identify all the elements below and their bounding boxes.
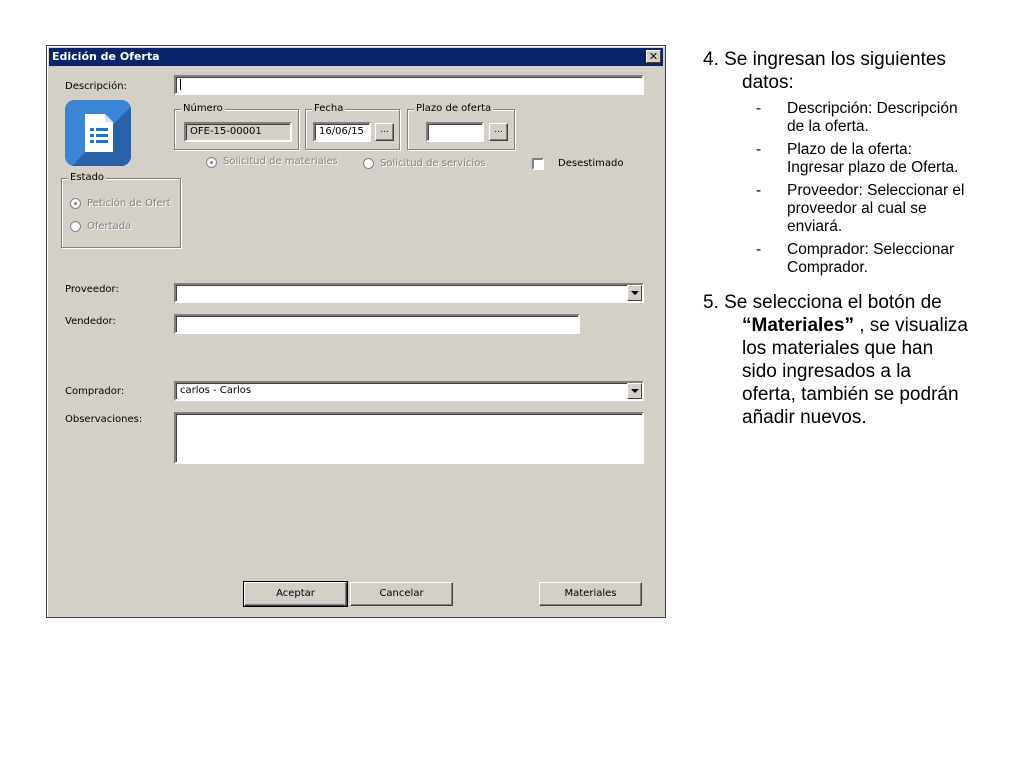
bullet-plazo: - Plazo de la oferta: Ingresar plazo de Oferta. xyxy=(756,141,959,176)
proveedor-select[interactable] xyxy=(174,283,644,303)
step-4-title-cont: datos: xyxy=(742,72,794,93)
plazo-input[interactable] xyxy=(426,122,484,142)
descripcion-input[interactable] xyxy=(174,75,644,95)
comprador-select[interactable]: carlos - Carlos xyxy=(174,381,644,401)
plazo-group xyxy=(407,103,515,150)
estado-ofertada-label: Ofertada xyxy=(87,221,132,232)
step-4-title: 4. Se ingresan los siguientes xyxy=(703,49,946,70)
step-5-line: sido ingresados a la xyxy=(742,361,911,382)
fecha-group xyxy=(305,103,400,150)
estado-group xyxy=(61,172,181,248)
plazo-legend: Plazo de oferta xyxy=(416,103,492,114)
observaciones-label: Observaciones: xyxy=(65,414,143,425)
proveedor-dropdown-arrow-icon[interactable] xyxy=(627,285,642,301)
materiales-button[interactable]: Materiales xyxy=(539,582,642,606)
title-bar[interactable] xyxy=(49,48,663,66)
numero-group xyxy=(174,103,299,150)
plazo-picker-button[interactable]: ... xyxy=(489,123,508,141)
instructions-panel xyxy=(703,48,1019,429)
step-4-bullets xyxy=(703,100,1019,277)
solicitud-materiales-radio[interactable] xyxy=(206,157,217,168)
edicion-oferta-dialog xyxy=(46,45,666,618)
descripcion-label: Descripción: xyxy=(65,81,127,92)
text-caret xyxy=(180,79,181,90)
document-glyph xyxy=(65,100,131,166)
desestimado-checkbox[interactable] xyxy=(532,158,544,170)
aceptar-button[interactable]: Aceptar xyxy=(244,582,347,606)
step-5-line: añadir nuevos. xyxy=(742,407,867,428)
step-5-first-line: 5. Se selecciona el botón de xyxy=(703,292,942,313)
numero-legend: Número xyxy=(183,103,223,114)
step-5-second-line: “Materiales” , se visualiza xyxy=(742,315,968,336)
numero-field: OFE-15-00001 xyxy=(184,122,292,142)
step-5 xyxy=(703,291,1019,429)
step-5-line: oferta, también se podrán xyxy=(742,384,959,405)
desestimado-label: Desestimado xyxy=(558,158,624,169)
materiales-emphasis: “Materiales” xyxy=(742,315,854,336)
estado-legend: Estado xyxy=(70,172,105,183)
step-4 xyxy=(703,48,1019,94)
bullet-proveedor: - Proveedor: Seleccionar el proveedor al cual se enviará. xyxy=(756,182,965,235)
solicitud-servicios-radio[interactable] xyxy=(363,158,374,169)
observaciones-textarea[interactable] xyxy=(174,412,644,464)
comprador-dropdown-arrow-icon[interactable] xyxy=(627,383,642,399)
step-5-line: los materiales que han xyxy=(742,338,934,359)
bullet-comprador: - Comprador: Seleccionar Comprador. xyxy=(756,241,955,276)
document-icon xyxy=(65,100,131,166)
solicitud-servicios-label: Solicitud de servicios xyxy=(380,158,486,169)
vendedor-label: Vendedor: xyxy=(65,316,116,327)
fecha-picker-button[interactable]: ... xyxy=(375,123,394,141)
vendedor-input[interactable] xyxy=(174,314,580,334)
proveedor-label: Proveedor: xyxy=(65,284,119,295)
cancelar-button[interactable]: Cancelar xyxy=(350,582,453,606)
estado-peticion-radio[interactable] xyxy=(70,198,81,209)
window-title: Edición de Oferta xyxy=(52,50,160,63)
comprador-label: Comprador: xyxy=(65,386,125,397)
fecha-input[interactable]: 16/06/15 xyxy=(313,122,371,142)
estado-ofertada-radio[interactable] xyxy=(70,221,81,232)
estado-peticion-label: Petición de Ofert xyxy=(87,198,171,209)
bullet-descripcion: - Descripción: Descripción de la oferta. xyxy=(756,100,958,135)
close-button[interactable]: ✕ xyxy=(646,50,661,63)
fecha-legend: Fecha xyxy=(314,103,344,114)
solicitud-materiales-label: Solicitud de materiales xyxy=(223,156,338,167)
